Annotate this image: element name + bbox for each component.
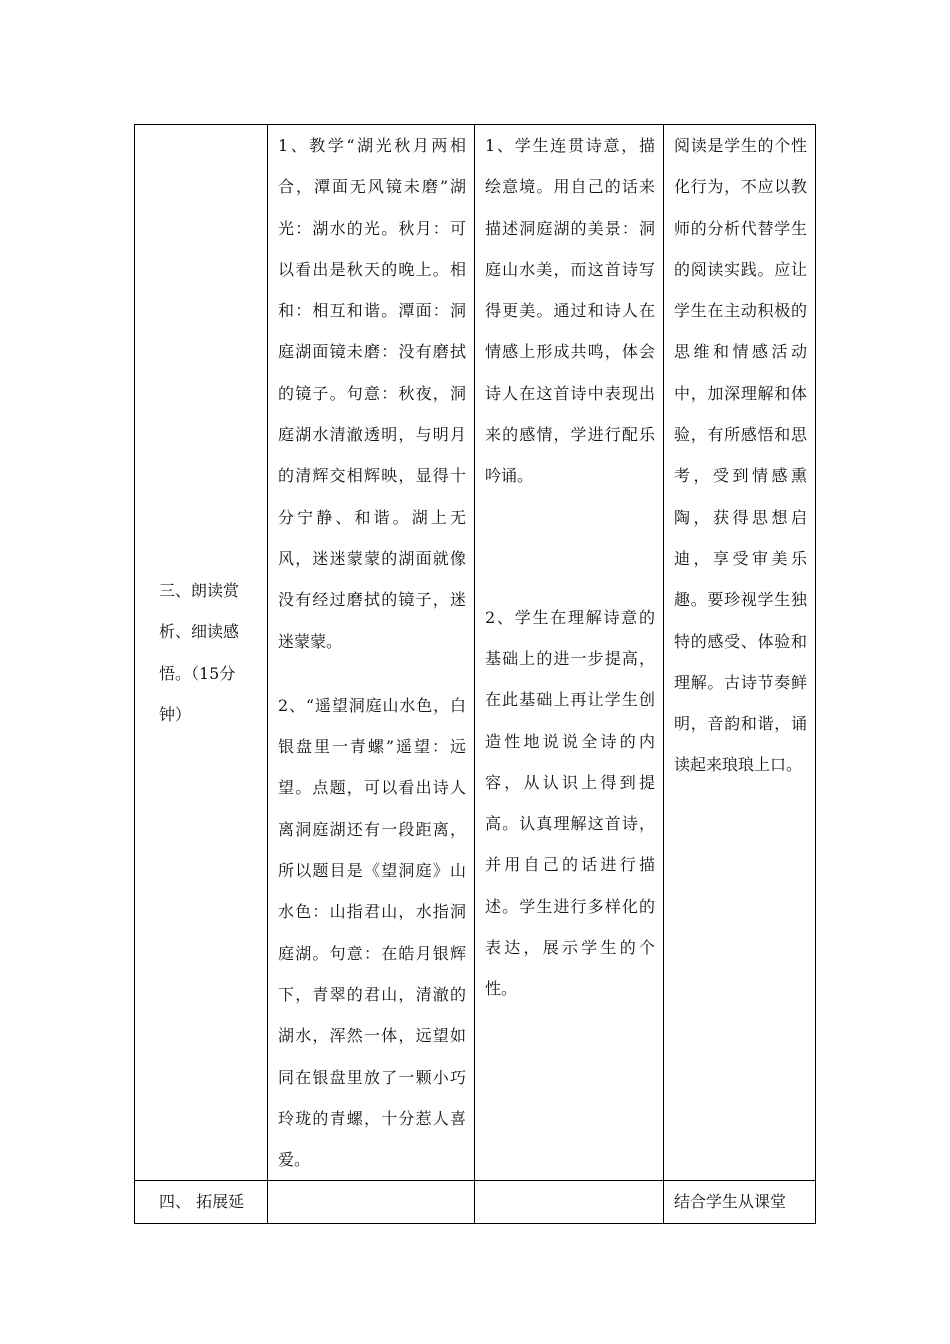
design-intent: 结合学生从课堂 <box>674 1192 787 1212</box>
table-row <box>135 125 816 1181</box>
stage-label: 四、 拓展延 <box>159 1192 245 1212</box>
design-intent: 阅读是学生的个性化行为，不应以教师的分析代替学生的阅读实践。应让学生在主动积极的思维和情感活动中，加深理解和体验，有所感悟和思考，受到情感熏陶，获得思想启迪，享受审美乐趣。要珍视学生独特的感受、体验和理解。古诗节奏鲜明，音韵和谐，诵读起来琅琅上口。 <box>674 136 807 775</box>
student-activity-cell <box>475 125 664 1181</box>
student-activity-1: 1、学生连贯诗意，描绘意境。用自己的话来描述洞庭湖的美景：洞庭山水美，而这首诗写得更美。通过和诗人在情感上形成共鸣，体会诗人在这首诗中表现出来的感情，学进行配乐吟诵。 <box>485 136 655 486</box>
teacher-activity-2: 2、“遥望洞庭山水色，白银盘里一青螺”遥望：远望。点题，可以看出诗人离洞庭湖还有一段距离，所以题目是《望洞庭》山水色：山指君山，水指洞庭湖。句意：在皓月银辉下，青翠的君山，清澈的湖水，浑然一体，远望如同在银盘里放了一颗小巧玲珑的青螺，十分惹人喜爱。 <box>278 695 466 1170</box>
stage-cell <box>135 1181 268 1224</box>
stage-label: 三、朗读赏析、细读感悟。（15分钟） <box>159 581 240 724</box>
teacher-activity-cell <box>268 125 475 1181</box>
design-intent-cell <box>664 1181 816 1224</box>
table-row <box>135 1181 816 1224</box>
design-intent-cell <box>664 125 816 1181</box>
lesson-plan-table <box>134 124 816 1224</box>
teacher-activity-1: 1、教学“湖光秋月两相合，潭面无风镜未磨”湖光：湖水的光。秋月：可以看出是秋天的晚上。相和：相互和谐。潭面：洞庭湖面镜未磨：没有磨拭的镜子。句意：秋夜，洞庭湖水清澈透明，与明月的清辉交相辉映，显得十分宁静、和谐。湖上无风，迷迷蒙蒙的湖面就像没有经过磨拭的镜子，迷迷蒙蒙。 <box>278 136 466 651</box>
stage-cell <box>135 125 268 1181</box>
student-activity-cell <box>475 1181 664 1224</box>
student-activity-2: 2、学生在理解诗意的基础上的进一步提高，在此基础上再让学生创造性地说说全诗的内容，从认识上得到提高。认真理解这首诗，并用自己的话进行描述。学生进行多样化的表达，展示学生的个性。 <box>485 607 655 999</box>
teacher-activity-cell <box>268 1181 475 1224</box>
